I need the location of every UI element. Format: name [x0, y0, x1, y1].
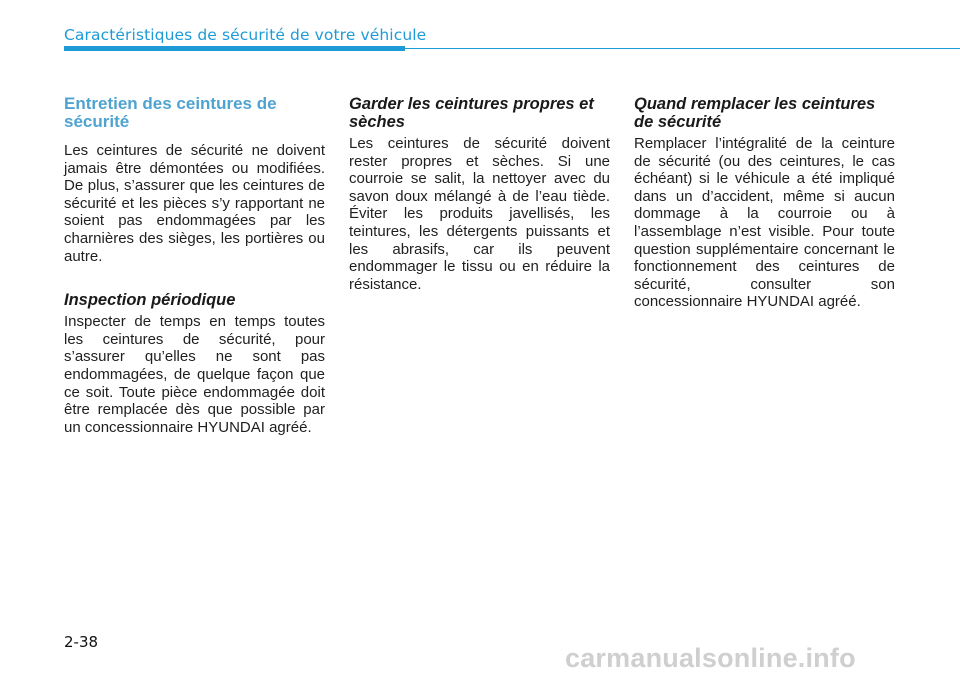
watermark: carmanualsonline.info	[565, 643, 856, 673]
section-title-entretien: Entretien des ceintures de sécurité	[64, 94, 277, 131]
garder-paragraph: Les ceintures de sécurité doivent rester propres et sèches. Si une courroie se salit, la nettoyer avec du savon doux mélangé à de l’eau tiède. Éviter les produits javellisés, les teintures, les détergents puissants et les abrasifs, car ils peuvent endommager le tissu ou en réduire la résistance.	[349, 135, 610, 293]
subsection-title-garder: Garder les ceintures propres et sèches	[349, 95, 594, 131]
subsection-title-remplacer: Quand remplacer les ceintures de sécurité	[634, 95, 876, 131]
header-rule-thin	[405, 48, 960, 49]
page-number: 2-38	[64, 633, 99, 651]
intro-paragraph: Les ceintures de sécurité ne doivent jamais être démontées ou modifiées. De plus, s’assurer que les ceintures de sécurité et les pièces s’y rapportant ne soient pas endommagées par les charnières des sièges, les portières ou autre.	[64, 142, 325, 265]
remplacer-paragraph: Remplacer l’intégralité de la ceinture de sécurité (ou des ceintures, le cas échéant) si le véhicule a été impliqué dans un d’accident, même si aucun dommage à la courroie ou à l’assemblage n’est visible. Pour toute question supplémentaire concernant le fonctionnement des ceintures de sécurité, consulter son concessionnaire HYUNDAI agréé.	[634, 135, 895, 311]
column-1	[64, 95, 325, 436]
column-3	[634, 95, 895, 311]
column-2	[349, 95, 610, 293]
subsection-title-inspection: Inspection périodique	[64, 291, 236, 310]
header-rule-thick	[64, 46, 405, 51]
inspection-paragraph: Inspecter de temps en temps toutes les ceintures de sécurité, pour s’assurer qu’elles ne sont pas endommagées, de quelque façon que ce soit. Toute pièce endommagée doit être remplacée dès que possible par un concessionnaire HYUNDAI agréé.	[64, 313, 325, 436]
header-title: Caractéristiques de sécurité de votre véhicule	[64, 26, 427, 44]
